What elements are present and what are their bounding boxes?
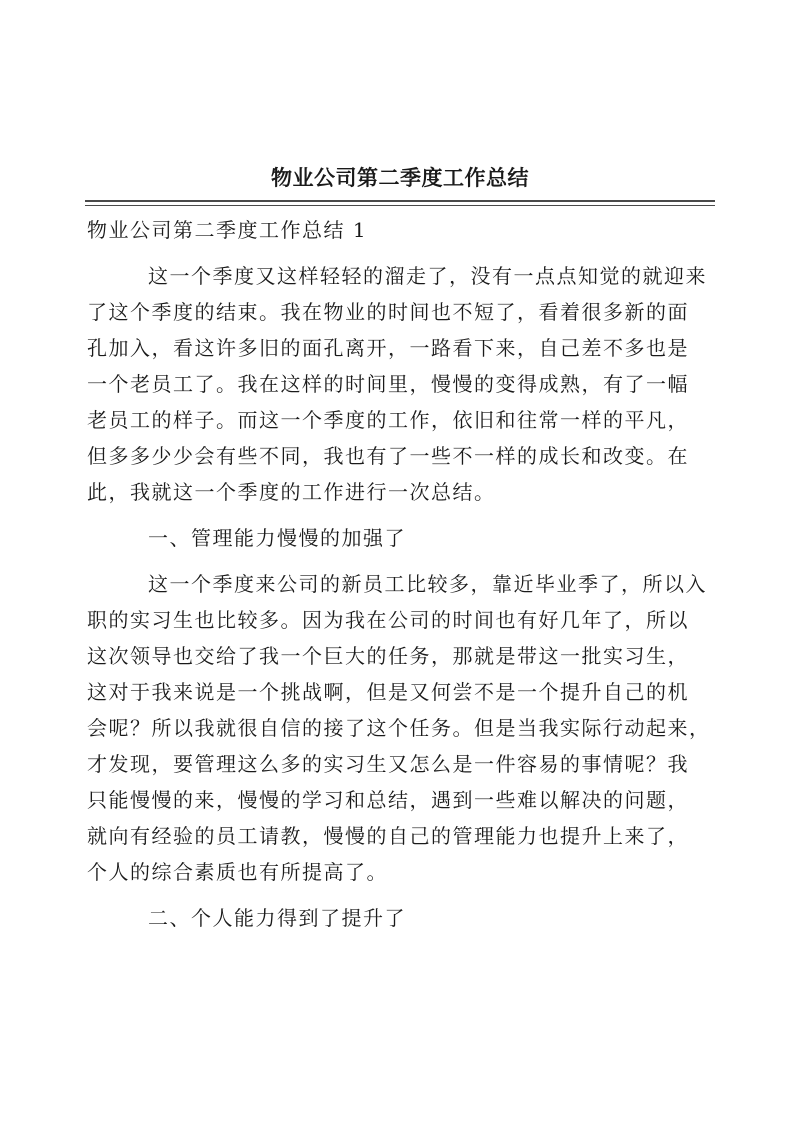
paragraph-intro [87,258,717,510]
text-line: 了这个季度的结束。我在物业的时间也不短了，看着很多新的面 [87,300,689,324]
paragraph-heading-one [87,520,717,556]
text-line: 才发现，要管理这么多的实习生又怎么是一件容易的事情呢？我 [87,752,689,776]
paragraph-heading-two [87,900,717,936]
text-line: 这对于我来说是一个挑战啊，但是又何尝不是一个提升自己的机 [87,680,689,704]
text-line: 一个老员工了。我在这样的时间里，慢慢的变得成熟，有了一幅 [87,372,689,396]
text-line: 此，我就这一个季度的工作进行一次总结。 [87,480,496,504]
text-line: 这一个季度又这样轻轻的溜走了，没有一点点知觉的就迎来 [148,264,707,288]
text-line: 这一个季度来公司的新员工比较多，靠近毕业季了，所以入 [148,572,707,596]
subheading-personal: 二、个人能力得到了提升了 [148,906,406,930]
text-line: 会呢？所以我就很自信的接了这个任务。但是当我实际行动起来， [87,716,711,740]
text-line: 但多多少少会有些不同，我也有了一些不一样的成长和改变。在 [87,444,689,468]
document-body [87,212,717,936]
subheading-management: 一、管理能力慢慢的加强了 [148,526,406,550]
text-line: 就向有经验的员工请教，慢慢的自己的管理能力也提升上来了， [87,824,689,848]
paragraph-management [87,566,717,890]
text-line: 孔加入，看这许多旧的面孔离开，一路看下来，自己差不多也是 [87,336,689,360]
text-line: 职的实习生也比较多。因为我在公司的时间也有好几年了，所以 [87,608,689,632]
text-line: 这次领导也交给了我一个巨大的任务，那就是带这一批实习生， [87,644,689,668]
text-line: 老员工的样子。而这一个季度的工作，依旧和往常一样的平凡， [87,408,689,432]
title-divider-thin [85,205,715,206]
text-line: 只能慢慢的来，慢慢的学习和总结，遇到一些难以解决的问题， [87,788,689,812]
title-divider-thick [85,200,715,202]
document-title: 物业公司第二季度工作总结 [271,165,529,190]
text-line: 个人的综合素质也有所提高了。 [87,860,388,884]
section-heading: 物业公司第二季度工作总结 1 [87,218,368,242]
